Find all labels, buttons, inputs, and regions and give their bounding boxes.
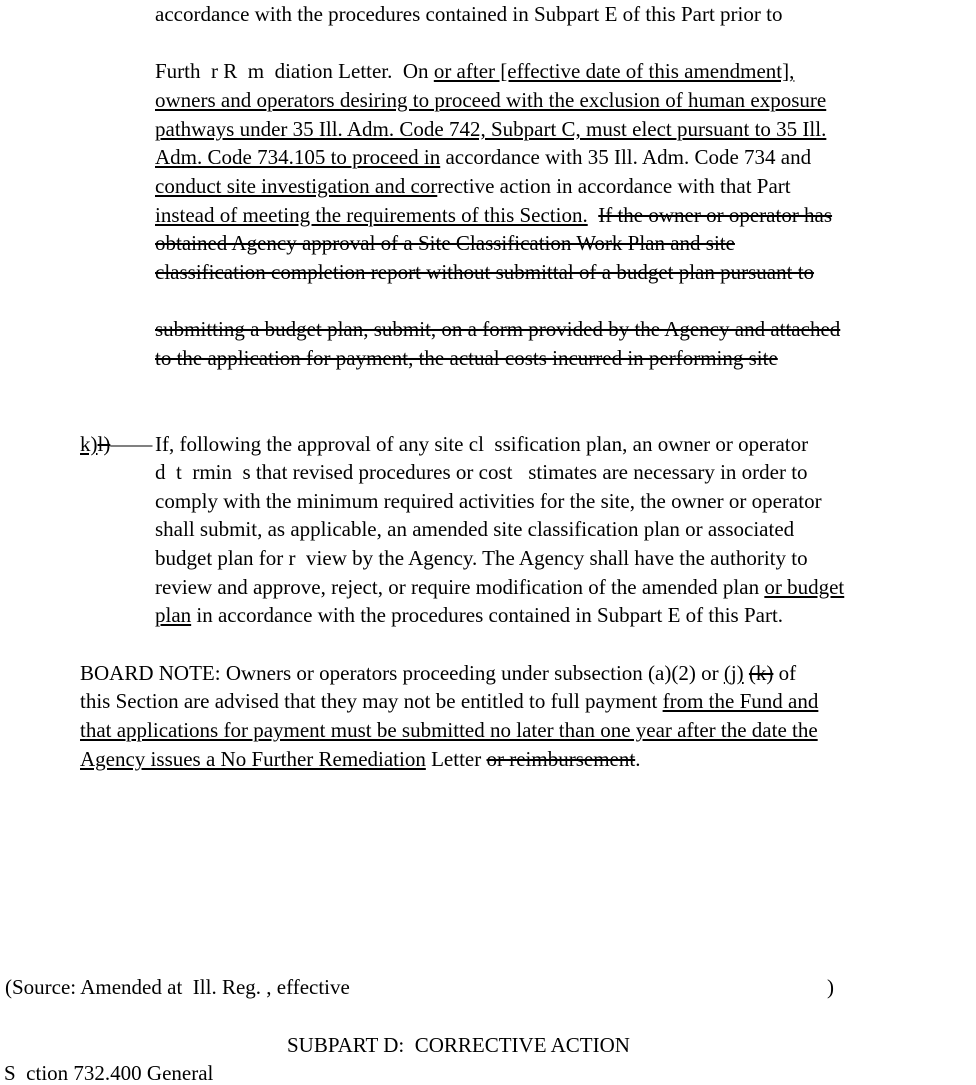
paragraph-line xyxy=(155,59,794,83)
deleted-label: l) xyxy=(97,432,111,456)
deleted-text: (k) xyxy=(748,661,774,685)
paragraph-line xyxy=(155,145,811,169)
continuation-line: accordance with the procedures contained in Subpart E of this Part prior to xyxy=(155,2,783,26)
paragraph-line xyxy=(155,203,832,227)
board-note-line xyxy=(80,661,796,685)
inserted-text: Agency issues a No Further Remediation xyxy=(80,747,426,771)
text-run: review and approve, reject, or require modification of the amended plan xyxy=(155,575,765,599)
board-note-line xyxy=(80,747,640,771)
paragraph-line: If, following the approval of any site cl ssification plan, an owner or operator xyxy=(155,432,809,456)
text-run: this Section are advised that they may not be entitled to full payment xyxy=(80,689,663,713)
paragraph-line: budget plan for r view by the Agency. The Agency shall have the authority to xyxy=(155,546,808,570)
subsection-label xyxy=(80,432,152,456)
inserted-text: or budget xyxy=(764,575,845,599)
text-run: Furth r R m diation Letter. On xyxy=(155,59,434,83)
paragraph-line xyxy=(155,174,791,198)
paragraph-line xyxy=(155,603,783,627)
inserted-text: Adm. Code 734.105 to proceed in xyxy=(155,145,441,169)
text-run: in accordance with the procedures contained in Subpart E of this Part. xyxy=(191,603,784,627)
text-run: of xyxy=(773,661,797,685)
text-run: accordance with 35 Ill. Adm. Code 734 and xyxy=(440,145,812,169)
deleted-text: submitting a budget plan, submit, on a form provided by the Agency and attached xyxy=(155,317,841,341)
inserted-text: (j) xyxy=(723,661,744,685)
label-dash: —— xyxy=(110,432,153,456)
source-note-close: ) xyxy=(827,975,834,999)
inserted-text: that applications for payment must be submitted no later than one year after the date the xyxy=(80,718,818,742)
deleted-text: to the application for payment, the actual costs incurred in performing site xyxy=(155,346,778,370)
text-run: BOARD NOTE: Owners or operators proceeding under subsection (a)(2) or xyxy=(80,661,724,685)
source-note: (Source: Amended at Ill. Reg. , effective xyxy=(5,975,350,999)
deleted-text: obtained Agency approval of a Site Classification Work Plan and site xyxy=(155,231,735,255)
inserted-text: owners and operators desiring to proceed with the exclusion of human exposure xyxy=(155,88,827,112)
inserted-text: instead of meeting the requirements of this Section. xyxy=(155,203,588,227)
paragraph-line: comply with the minimum required activities for the site, the owner or operator xyxy=(155,489,822,513)
paragraph-line xyxy=(155,575,844,599)
deleted-text: If the owner or operator has xyxy=(598,203,833,227)
paragraph-line: shall submit, as applicable, an amended site classification plan or associated xyxy=(155,517,795,541)
inserted-text: from the Fund and xyxy=(662,689,819,713)
inserted-text: pathways under 35 Ill. Adm. Code 742, Subpart C, must elect pursuant to 35 Ill. xyxy=(155,117,827,141)
paragraph-line: d t rmin s that revised procedures or cost stimates are necessary in order to xyxy=(155,460,808,484)
subpart-heading: SUBPART D: CORRECTIVE ACTION xyxy=(287,1033,630,1057)
section-heading: S ction 732.400 General xyxy=(4,1061,214,1085)
board-note-line xyxy=(80,689,818,713)
deleted-text: or reimbursement xyxy=(486,747,636,771)
text-run: rective action in accordance with that Part xyxy=(437,174,791,198)
inserted-text: plan xyxy=(155,603,192,627)
text-run: Letter xyxy=(425,747,487,771)
inserted-text: conduct site investigation and cor xyxy=(155,174,438,198)
deleted-text: classification completion report without submittal of a budget plan pursuant to xyxy=(155,260,815,284)
inserted-text: or after [effective date of this amendment], xyxy=(433,59,795,83)
inserted-label: k) xyxy=(80,432,98,456)
text-run: . xyxy=(635,747,641,771)
